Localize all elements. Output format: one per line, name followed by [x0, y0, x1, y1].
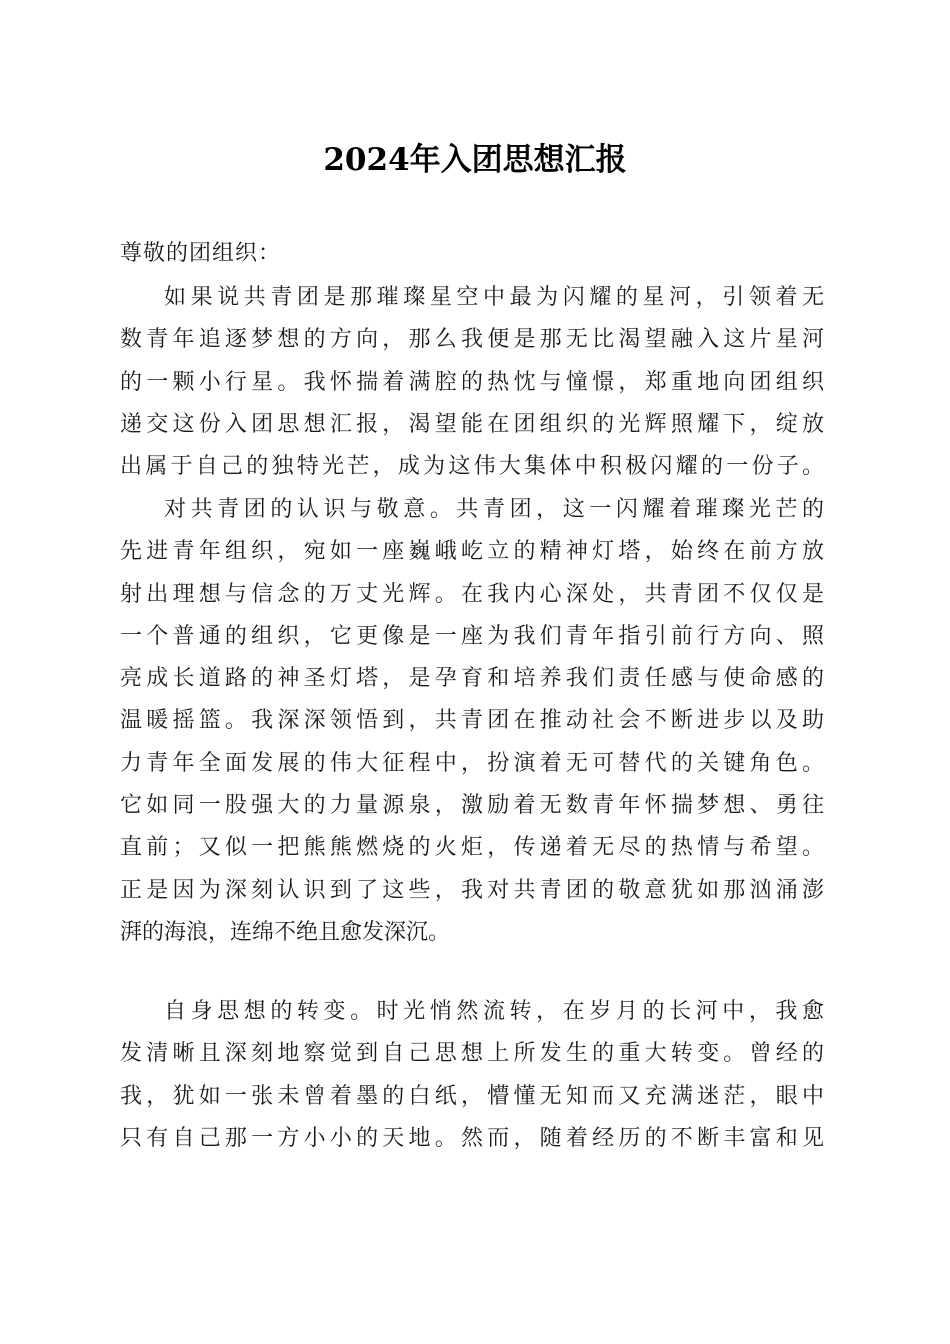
- paragraph-change: [120, 991, 830, 1160]
- paragraph-line: 自身思想的转变。时光悄然流转，在岁月的长河中，我愈: [164, 999, 824, 1024]
- paragraph-line: 直前；又似一把熊熊燃烧的火炬，传递着无尽的热情与希望。: [120, 835, 824, 861]
- paragraph-line: 对共青团的认识与敬意。共青团，这一闪耀着璀璨光芒的: [164, 497, 824, 522]
- paragraph-line: 发清晰且深刻地察觉到自己思想上所发生的重大转变。曾经的: [120, 1041, 824, 1067]
- paragraph-line: 温暖摇篮。我深深领悟到，共青团在推动社会不断进步以及助: [120, 708, 824, 734]
- paragraph-line: 湃的海浪，连绵不绝且愈发深沉。: [120, 919, 451, 945]
- paragraph-intro: [120, 277, 830, 488]
- paragraph-line: 射出理想与信念的万丈光辉。在我内心深处，共青团不仅仅是: [120, 581, 824, 607]
- paragraph-line: 一个普通的组织，它更像是一座为我们青年指引前行方向、照: [120, 623, 824, 649]
- salutation: 尊敬的团组织：: [120, 241, 282, 266]
- paragraph-line: 数青年追逐梦想的方向，那么我便是那无比渴望融入这片星河: [120, 327, 824, 353]
- paragraph-line: 先进青年组织，宛如一座巍峨屹立的精神灯塔，始终在前方放: [120, 539, 824, 565]
- document-title: 2024年入团思想汇报: [323, 142, 627, 178]
- paragraph-line: 递交这份入团思想汇报，渴望能在团组织的光辉照耀下，绽放: [120, 411, 824, 437]
- paragraph-line: 如果说共青团是那璀璨星空中最为闪耀的星河，引领着无: [164, 285, 824, 310]
- paragraph-line: 的一颗小行星。我怀揣着满腔的热忱与憧憬，郑重地向团组织: [120, 369, 824, 395]
- paragraph-line: 只有自己那一方小小的天地。然而，随着经历的不断丰富和见: [120, 1125, 824, 1151]
- paragraph-line: 力青年全面发展的伟大征程中，扮演着无可替代的关键角色。: [120, 750, 824, 776]
- paragraph-line: 它如同一股强大的力量源泉，激励着无数青年怀揣梦想、勇往: [120, 793, 824, 819]
- paragraph-line: 正是因为深刻认识到了这些，我对共青团的敬意犹如那汹涌澎: [120, 877, 824, 903]
- paragraph-line: 我，犹如一张未曾着墨的白纸，懵懂无知而又充满迷茫，眼中: [120, 1083, 824, 1109]
- paragraph-line: 亮成长道路的神圣灯塔，是孕育和培养我们责任感与使命感的: [120, 666, 824, 692]
- paragraph-respect: [120, 489, 830, 954]
- paragraph-line: 出属于自己的独特光芒，成为这伟大集体中积极闪耀的一份子。: [120, 454, 824, 480]
